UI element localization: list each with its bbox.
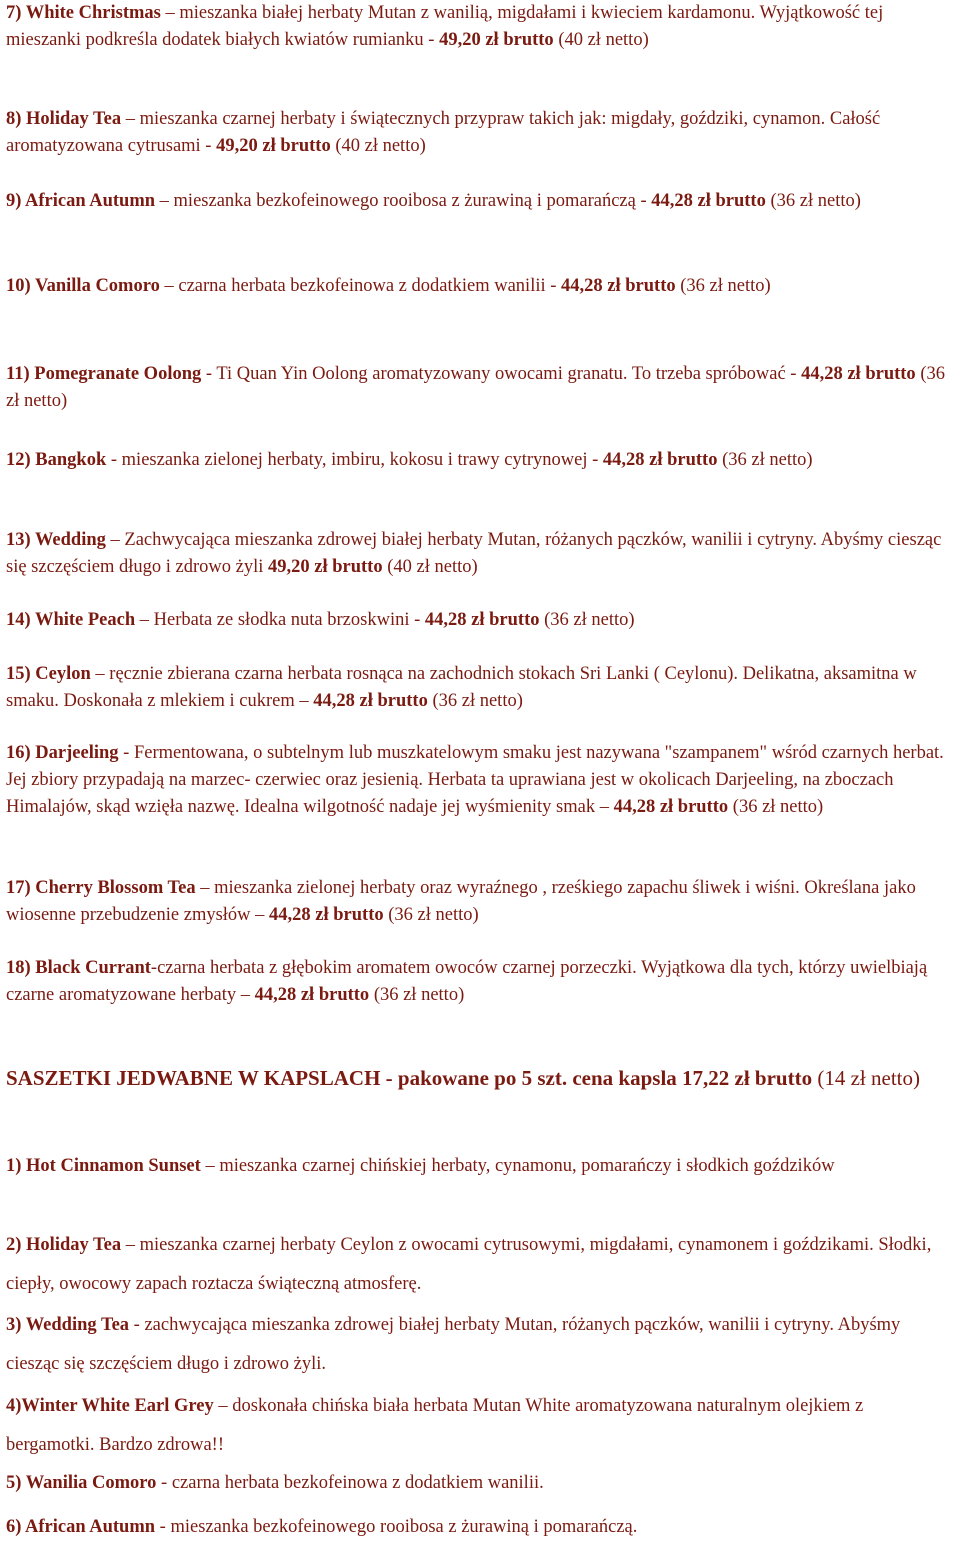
item-separator: - bbox=[156, 1473, 172, 1493]
item-separator: – bbox=[155, 191, 174, 211]
item-name: 10) Vanilla Comoro bbox=[6, 276, 160, 296]
tea-item-12 bbox=[6, 447, 956, 474]
item-description: mieszanka czarnej herbaty i świątecznych przypraw takich jak: migdały, goździki, cynamon. Całość aromatyzowana cytrusami - bbox=[6, 109, 881, 156]
item-net-price: (36 zł netto) bbox=[427, 691, 523, 711]
item-name: 18) Black Currant bbox=[6, 958, 151, 978]
tea-item-8 bbox=[6, 106, 956, 160]
item-separator: - bbox=[129, 1315, 145, 1335]
item-price: 49,20 zł brutto bbox=[268, 557, 383, 577]
tea-item-16 bbox=[6, 740, 956, 821]
item-separator: – bbox=[160, 3, 180, 23]
item-description: Fermentowana, o subtelnym lub muszkatelowym smaku jest nazywana "szampanem" wśród czarnych herbat. Jej zbiory przypadają na marzec- czerwiec oraz jesienią. Herbata ta uprawiana jest w okolicach Darjeeling, na zboczach Himalajów, skąd wzięła nazwę. Idealna wilgotność nadaje jej wyśmienity smak – bbox=[6, 743, 944, 817]
item-name: 6) African Autumn bbox=[6, 1517, 156, 1537]
tea-item-10 bbox=[6, 273, 956, 300]
item-description: mieszanka białej herbaty Mutan z wanilią, migdałami i kwieciem kardamonu. Wyjątkowość tej mieszanki podkreśla dodatek białych kwiatów rumianku - bbox=[6, 3, 884, 50]
tea-item-17 bbox=[6, 875, 956, 929]
tea-item-9 bbox=[6, 188, 956, 215]
item-name: 3) Wedding Tea bbox=[6, 1315, 130, 1335]
item-net-price: (36 zł netto) bbox=[675, 276, 771, 296]
item-name: 17) Cherry Blossom Tea bbox=[6, 878, 196, 898]
item-description: Herbata ze słodka nuta brzoskwini - bbox=[153, 610, 425, 630]
tea-item-13 bbox=[6, 527, 956, 581]
item-net-price: (36 zł netto) bbox=[728, 797, 824, 817]
tea-item-18 bbox=[6, 955, 956, 1009]
section-title: SASZETKI JEDWABNE W KAPSLACH - pakowane po 5 szt. cena kapsla 17,22 zł brutto bbox=[6, 1066, 813, 1090]
item-price: 49,20 zł brutto bbox=[439, 30, 554, 50]
item-description: ręcznie zbierana czarna herbata rosnąca na zachodnich stokach Sri Lanki ( Ceylonu). Delikatna, aksamitna w smaku. Doskonała z mlekiem i cukrem – bbox=[6, 664, 917, 711]
item-net-price: (36 zł netto) bbox=[6, 364, 945, 411]
tea-item-15 bbox=[6, 661, 956, 715]
item-net-price: (40 zł netto) bbox=[330, 136, 426, 156]
item-description: czarna herbata bezkofeinowa z dodatkiem wanilii. bbox=[171, 1473, 544, 1493]
item-net-price: (36 zł netto) bbox=[369, 985, 465, 1005]
item-separator: – bbox=[121, 1235, 140, 1255]
sachet-item-6 bbox=[6, 1512, 956, 1542]
item-net-price: (40 zł netto) bbox=[553, 30, 649, 50]
item-separator: – bbox=[105, 530, 125, 550]
item-separator: – bbox=[135, 610, 154, 630]
sachet-item-1 bbox=[6, 1147, 956, 1186]
item-net-price: (40 zł netto) bbox=[382, 557, 478, 577]
item-description: mieszanka bezkofeinowego rooibosa z żurawiną i pomarańczą - bbox=[173, 191, 652, 211]
tea-item-7 bbox=[6, 0, 956, 54]
item-separator: - bbox=[201, 364, 217, 384]
section-net-price: (14 zł netto) bbox=[812, 1066, 920, 1090]
item-net-price: (36 zł netto) bbox=[765, 191, 861, 211]
item-separator: - bbox=[150, 958, 158, 978]
item-description: mieszanka zielonej herbaty oraz wyraźnego , rześkiego zapachu śliwek i wiśni. Określana jako wiosenne przebudzenie zmysłów – bbox=[6, 878, 916, 925]
item-price: 44,28 zł brutto bbox=[424, 610, 540, 630]
sachet-item-5 bbox=[6, 1468, 956, 1498]
sachet-item-4 bbox=[6, 1387, 956, 1465]
item-net-price: (36 zł netto) bbox=[539, 610, 635, 630]
item-separator: – bbox=[200, 1156, 220, 1176]
item-name: 15) Ceylon bbox=[6, 664, 91, 684]
item-name: 13) Wedding bbox=[6, 530, 106, 550]
item-separator: – bbox=[121, 109, 140, 129]
item-price: 44,28 zł brutto bbox=[269, 905, 384, 925]
item-price: 44,28 zł brutto bbox=[801, 364, 916, 384]
item-price: 49,20 zł brutto bbox=[216, 136, 331, 156]
sachet-item-3 bbox=[6, 1306, 956, 1384]
item-price: 44,28 zł brutto bbox=[561, 276, 676, 296]
item-description: czarna herbata z głębokim aromatem owoców czarnej porzeczki. Wyjątkowa dla tych, którzy uwielbiają czarne aromatyzowane herbaty – bbox=[6, 958, 928, 1005]
tea-item-11 bbox=[6, 361, 956, 415]
item-separator: - bbox=[106, 450, 122, 470]
item-name: 7) White Christmas bbox=[6, 3, 161, 23]
item-name: 16) Darjeeling bbox=[6, 743, 119, 763]
item-name: 1) Hot Cinnamon Sunset bbox=[6, 1156, 201, 1176]
item-net-price: (36 zł netto) bbox=[717, 450, 813, 470]
item-price: 44,28 zł brutto bbox=[254, 985, 370, 1005]
item-name: 4)Winter White Earl Grey bbox=[6, 1396, 214, 1416]
item-name: 12) Bangkok bbox=[6, 450, 107, 470]
item-name: 2) Holiday Tea bbox=[6, 1235, 122, 1255]
item-description: mieszanka czarnej herbaty Ceylon z owocami cytrusowymi, migdałami, cynamonem i goździkami. Słodki, ciepły, owocowy zapach roztacza świąteczną atmosferę. bbox=[6, 1235, 932, 1294]
item-separator: – bbox=[195, 878, 215, 898]
item-separator: – bbox=[90, 664, 110, 684]
item-name: 9) African Autumn bbox=[6, 191, 156, 211]
item-description: doskonała chińska biała herbata Mutan White aromatyzowana naturalnym olejkiem z bergamotki. Bardzo zdrowa!! bbox=[6, 1396, 864, 1455]
item-name: 14) White Peach bbox=[6, 610, 136, 630]
sachet-item-2 bbox=[6, 1226, 956, 1304]
item-description: mieszanka zielonej herbaty, imbiru, kokosu i trawy cytrynowej - bbox=[121, 450, 603, 470]
item-description: zachwycająca mieszanka zdrowej białej herbaty Mutan, różanych pączków, wanilii i cytryny. Abyśmy ciesząc się szczęściem długo i zdrowo żyli. bbox=[6, 1315, 901, 1374]
item-separator: - bbox=[155, 1517, 171, 1537]
item-description: Ti Quan Yin Oolong aromatyzowany owocami granatu. To trzeba spróbować - bbox=[216, 364, 802, 384]
item-description: Zachwycająca mieszanka zdrowej białej herbaty Mutan, różanych pączków, wanilii i cytryny. Abyśmy ciesząc się szczęściem długo i zdrowo żyli bbox=[6, 530, 942, 577]
tea-item-14 bbox=[6, 607, 956, 634]
item-separator: - bbox=[118, 743, 134, 763]
item-separator: – bbox=[159, 276, 179, 296]
item-net-price: (36 zł netto) bbox=[383, 905, 479, 925]
item-description: mieszanka bezkofeinowego rooibosa z żurawiną i pomarańczą. bbox=[170, 1517, 638, 1537]
item-description: mieszanka czarnej chińskiej herbaty, cynamonu, pomarańczy i słodkich goździków bbox=[219, 1156, 835, 1176]
item-separator: – bbox=[213, 1396, 233, 1416]
item-price: 44,28 zł brutto bbox=[313, 691, 428, 711]
item-description: czarna herbata bezkofeinowa z dodatkiem wanilii - bbox=[178, 276, 562, 296]
section-heading bbox=[6, 1063, 956, 1093]
item-name: 8) Holiday Tea bbox=[6, 109, 122, 129]
item-name: 11) Pomegranate Oolong bbox=[6, 364, 202, 384]
item-price: 44,28 zł brutto bbox=[651, 191, 766, 211]
item-price: 44,28 zł brutto bbox=[613, 797, 729, 817]
item-name: 5) Wanilia Comoro bbox=[6, 1473, 157, 1493]
item-price: 44,28 zł brutto bbox=[602, 450, 718, 470]
